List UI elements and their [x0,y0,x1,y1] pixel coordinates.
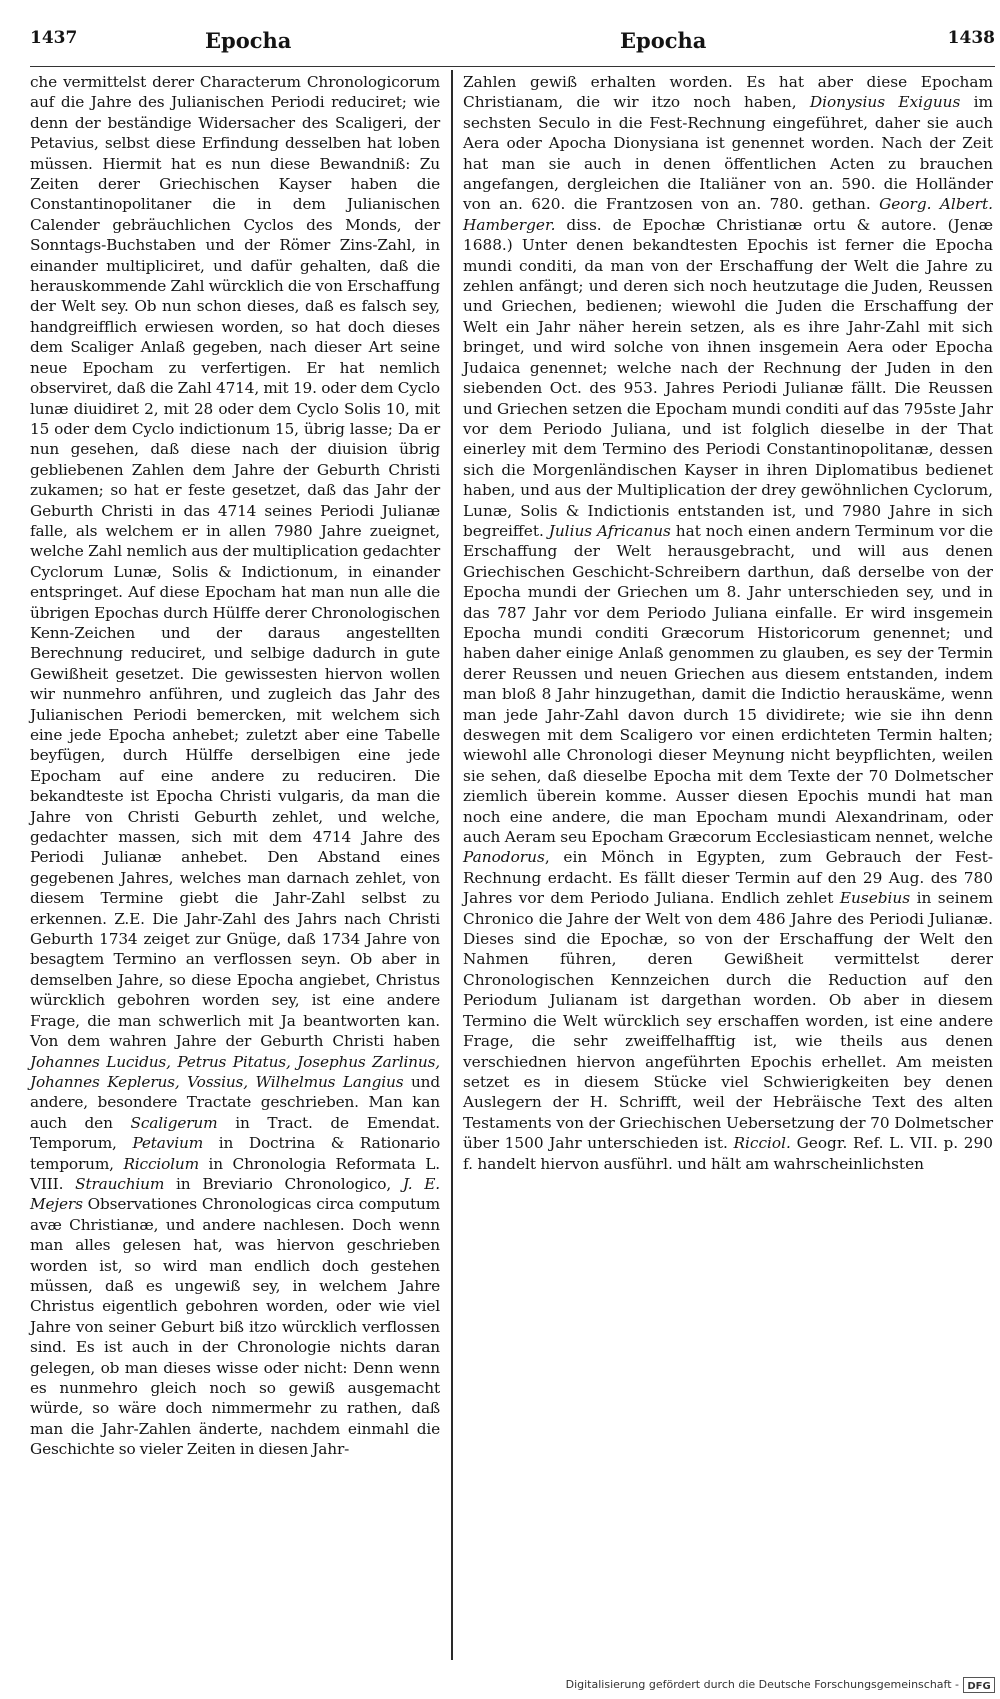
left-text-5: in Chronologia Reformata L. VIII. [30,1154,440,1193]
right-text-6: in seinem Chronico die Jahre der Welt von dem 486 Jahre des Periodi Julianæ. Dieses sind die Epochæ, so von der Erschaffung der Welt den Nahmen führen, deren Gewißheit vermittelst derer Chronologischen Kennzeichen durch die Reduction auf den Periodum Julianam ist dargethan worden. Ob aber in diesem Termino die Welt würcklich sey erschaffen worden, ist eine andere Frage, die sehr zweiffelhafftig ist, wie theils aus denen verschiednen hiervon angeführten Epochis erhellet. Am meisten setzet es in diesem Stücke viel Schwierigkeiten bey denen Auslegern der H. Schrifft, weil der Hebräische Text des alten Testaments von der Griechischen Uebersetzung der 70 Dolmetscher über 1500 Jahr unterschieden ist. [463,889,993,1153]
left-text-1: che vermittelst derer Characterum Chronologicorum auf die Jahre des Julianischen Periodi reduciret; wie denn der beständige Widersacher des Scaligeri, der Petavius, selbst diese Erfindung desselben hat loben müssen. Hiermit hat es nun diese Bewandniß: Zu Zeiten derer Griechischen Kayser haben die Constantinopolitaner die in dem Julianischen Calender gebräuchlichen Cyclos des Monds, der Sonntags-Buchstaben und der Römer Zins-Zahl, in einander multipliciret, und dafür gehalten, daß die herauskommende Zahl würcklich die von Erschaffung der Welt sey. Ob nun schon dieses, daß es falsch sey, handgreifflich erwiesen worden, so hat doch dieses dem Scaliger Anlaß gegeben, nach dieser Art seine neue Epocham zu verfertigen. Er hat nemlich observiret, daß die Zahl 4714, mit 19. oder dem Cyclo lunæ diuidiret 2, mit 28 oder dem Cyclo Solis 10, mit 15 oder dem Cyclo indictionum 15, übrig lasse; Da er nun gesehen, daß diese nach der diuision übrig gebliebenen Zahlen dem Jahre der Geburth Christi zukamen; so hat er feste gesetzet, daß das Jahr der Geburth Christi in das 4714 seines Periodi Julianæ falle, als welchem er in allen 7980 Jahre zueignet, welche Zahl nemlich aus der multiplication gedachter Cyclorum Lunæ, Solis & Indictionum, in einander entspringet. Auf diese Epocham hat man nun alle die übrigen Epochas durch Hülffe derer Chronologischen Kenn-Zeichen und der daraus angestellten Berechnung reduciret, und selbige dadurch in gute Gewißheit gesetzet. Die gewissesten hiervon wollen wir nunmehro anführen, und zugleich das Jahr des Julianischen Periodi bemercken, mit welchem sich eine jede Epocha anhebet; zuletzt aber eine Tabelle beyfügen, durch Hülffe derselbigen eine jede Epocham auf eine andere zu reduciren. Die bekandteste ist Epocha Christi vulgaris, da man die Jahre von Christi Geburth zehlet, und welche, gedachter massen, sich mit dem 4714 Jahre des Periodi Julianæ anhebet. Den Abstand eines gegebenen Jahres, welches man darnach zehlet, von diesem Termine giebt die Jahr-Zahl selbst zu erkennen. Z.E. Die Jahr-Zahl des Jahrs nach Christi Geburth 1734 zeiget zur Gnüge, daß 1734 Jahre von besagtem Termino an verflossen seyn. Ob aber in demselben Jahre, so diese Epocha angiebet, Christus würcklich gebohren worden sey, ist eine andere Frage, die man schwerlich mit Ja beantworten kan. Von dem wahren Jahre der Geburth Christi haben [30,73,440,1051]
cited-hamberger: Georg. Albert. Hamberger. [463,195,993,234]
dfg-logo-icon [963,1676,995,1694]
left-text-7: Observationes Chronologicas circa computum avæ Christianæ, und andere nachlesen. Doch wenn man alles gelesen hat, was hiervon geschrieben worden ist, so wird man endlich doch gestehen müssen, daß es ungewiß sey, in welchem Jahre Christus eigentlich gebohren worden, oder wie viel Jahre von seiner Geburt biß itzo würcklich verflossen sind. Es ist auch in der Chronologie nichts daran gelegen, ob man dieses wisse oder nicht: Denn wenn es nunmehro gleich noch so gewiß ausgemacht würde, so wäre doch nimmermehr zu rathen, daß man die Jahr-Zahlen änderte, nachdem einmahl die Geschichte so vieler Zeiten in diesen Jahr- [30,1195,441,1459]
digitization-footer [565,1676,995,1696]
right-text-4: hat noch einen andern Terminum vor die Erschaffung der Welt herausgebracht, und will aus denen Griechischen Geschicht-Schreibern darthun, daß derselbe von der Epocha mundi der Griechen um 8. Jahr unterschieden sey, und in das 787 Jahr vor dem Periodo Juliana einfalle. Er wird insgemein Epocha mundi conditi Græcorum Historicorum genennet; und haben daher einige Anlaß genommen zu glauben, es sey der Termin derer Reussen und neuen Griechen aus diesem entstanden, indem man bloß 8 Jahr hinzugethan, damit die Indictio herauskäme, wenn man jede Jahr-Zahl davon durch 15 dividirete; wie sie ihn denn deswegen mit dem Scaligero vor einen erdichteten Termin halten; wiewohl alle Chronologi dieser Meynung nicht beypflichten, weilen sie sehen, daß dieselbe Epocha mit dem Texte der 70 Dolmetscher ziemlich überein komme. Ausser diesen Epochis mundi hat man noch eine andere, die man Epocham mundi Alexandrinam, oder auch Aeram seu Epocham Græcorum Ecclesiasticam nennet, welche [463,521,993,847]
left-column-text [30,72,440,1460]
right-text-2: im sechsten Seculo in die Fest-Rechnung eingeführet, daher sie auch Aera oder Apocha Dionysiana ist genennet worden. Nach der Zeit hat man sie auch in denen öffentlichen Acten zu brauchen angefangen, dergleichen die Italiäner von an. 590. die Holländer von an. 620. die Frantzosen von an. 780. gethan. [463,93,994,214]
left-text-4: in Doctrina & Rationario temporum, [30,1134,440,1173]
right-text-1: Zahlen gewiß erhalten worden. Es hat aber diese Epocham Christianam, die wir itzo noch haben, [463,73,993,112]
left-text-3: in Tract. de Emendat. Temporum, [30,1113,440,1153]
cited-scaligerum: Scaligerum [130,1113,218,1132]
cited-authors: Johannes Lucidus, Petrus Pitatus, Josephus Zarlinus, Johannes Keplerus, Vossius, Wilhelmus Langius [30,1052,440,1091]
cited-panodorus: Panodorus [463,848,545,867]
cited-dionysius: Dionysius Exiguus [809,93,961,112]
left-text-2: und andere, besondere Tractate geschrieben. Man kan auch den [30,1072,440,1132]
cited-strauchium: Strauchium [75,1174,165,1193]
cited-ricciolum: Ricciolum [123,1154,199,1173]
cited-mejers: J. E. Mejers [30,1174,440,1214]
running-header [30,28,995,64]
cited-petavium: Petavium [132,1134,204,1153]
page-number-right: 1438 [947,28,995,48]
header-rule [30,66,995,67]
cited-eusebius: Eusebius [839,889,911,908]
right-column-text [463,72,993,1174]
footer-credit: Digitalisierung gefördert durch die Deutsche Forschungsgemeinschaft - [565,1678,959,1691]
right-text-7: Geogr. Ref. L. VII. p. 290 f. handelt hiervon ausführl. und hält am wahrscheinlichsten [463,1134,993,1173]
cited-ricciol: Ricciol. [733,1134,791,1153]
svg-text:DFG: DFG [967,1681,991,1692]
right-text-3: diss. de Epochæ Christianæ ortu & autore. (Jenæ 1688.) Unter denen bekandtesten Epochis ist ferner die Epocha mundi conditi, da man von der Erschaffung der Welt die Jahre zu zehlen anfängt; und deren sich noch heutzutage die Juden, Reussen und Griechen, bedienen; wiewohl die Juden die Erschaffung der Welt ein Jahr näher herein setzen, als es ihre Jahr-Zahl mit sich bringet, und wird solche von ihnen insgemein Aera oder Epocha Judaica genennet; welche nach der Rechnung der Juden in den siebenden Oct. des 953. Jahres Periodi Julianæ fällt. Die Reussen und Griechen setzen die Epocham mundi conditi auf das 795ste Jahr vor dem Periodo Juliana, und ist folglich dieselbe in der That einerley mit dem Termino des Periodi Constantinopolitanæ, dessen sich die Morgenländischen Kayser in ihren Diplomatibus bedienet haben, und aus der Multiplication der drey gewöhnlichen Cyclorum, Lunæ, Solis & Indictionis entstanden ist, und 7980 Jahre in sich begreiffet. [463,215,994,540]
right-text-5: , ein Mönch in Egypten, zum Gebrauch der Fest-Rechnung erdacht. Es fällt dieser Termin auf den 29 Aug. des 780 Jahres vor dem Periodo Juliana. Endlich zehlet [463,848,993,908]
cited-africanus: Julius Africanus [548,521,671,540]
running-title-left: Epocha [205,28,292,53]
page-number-left: 1437 [30,28,78,48]
column-divider [451,70,453,1660]
left-text-6: in Breviario Chronologico, [176,1174,392,1193]
running-title-right: Epocha [620,28,707,53]
